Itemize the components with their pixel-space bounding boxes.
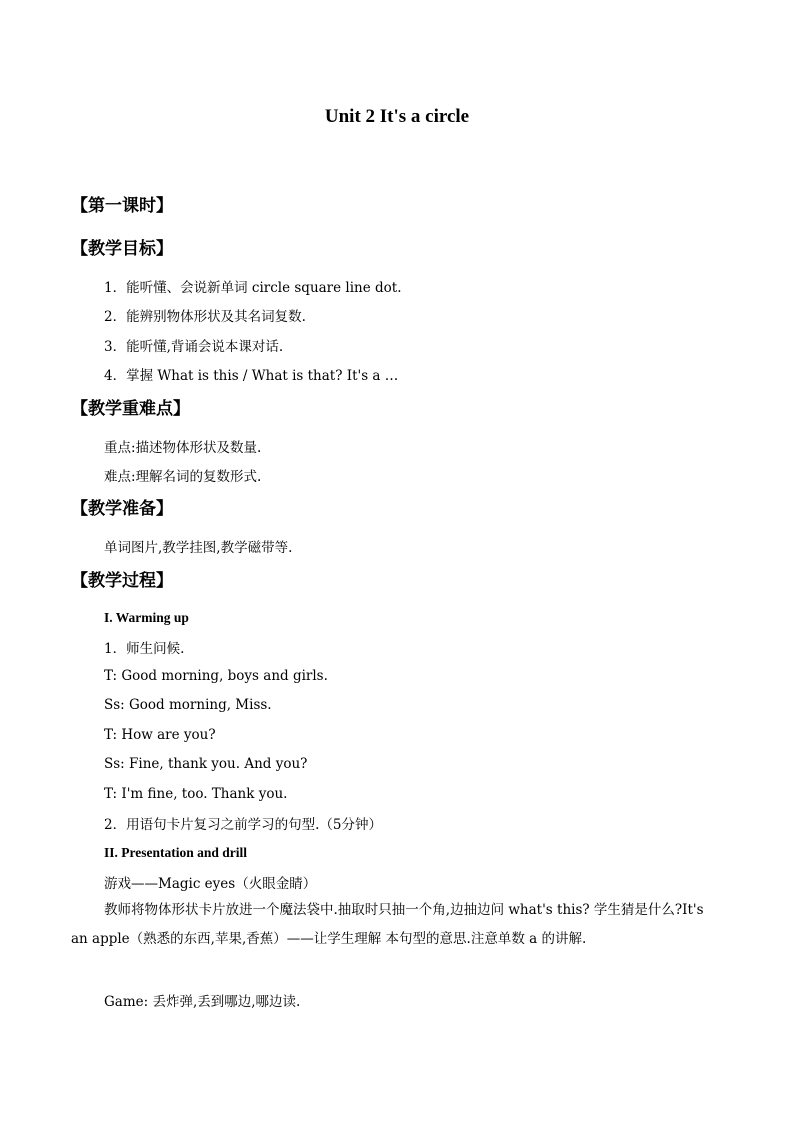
dialogue-line-4: Ss: Fine, thank you. And you? <box>104 756 308 772</box>
heading-process: 【教学过程】 <box>71 571 173 591</box>
subheading-presentation: II. Presentation and drill <box>104 845 248 860</box>
subheading-warming-up: I. Warming up <box>104 610 189 625</box>
heading-key-points: 【教学重难点】 <box>71 399 190 419</box>
presentation-paragraph: 教师将物体形状卡片放进一个魔法袋中.抽取时只抽一个角,边抽边问 what's this? 学生猜是什么?It's an apple（熟悉的东西,苹果,香蕉）——让学生理解 本句型的意思.注意单数 a 的讲解. <box>71 902 704 947</box>
dialogue-line-2: Ss: Good morning, Miss. <box>104 697 272 713</box>
dialogue-line-3: T: How are you? <box>104 727 216 743</box>
preparation-text: 单词图片,教学挂图,教学磁带等. <box>104 540 293 556</box>
objective-item-4: 4．掌握 What is this / What is that? It's a … <box>104 368 399 384</box>
dialogue-line-1: T: Good morning, boys and girls. <box>104 668 328 684</box>
warming-up-step-2: 2．用语句卡片复习之前学习的句型.（5分钟） <box>104 817 382 833</box>
heading-lesson: 【第一课时】 <box>71 196 173 216</box>
presentation-game-2: Game: 丢炸弹,丢到哪边,哪边读. <box>104 994 301 1010</box>
heading-preparation: 【教学准备】 <box>71 499 173 519</box>
heading-objectives: 【教学目标】 <box>71 239 173 259</box>
objective-item-2: 2．能辨别物体形状及其名词复数. <box>104 309 306 325</box>
objective-item-3: 3．能听懂,背诵会说本课对话. <box>104 339 284 355</box>
objective-item-1: 1．能听懂、会说新单词 circle square line dot. <box>104 280 402 296</box>
key-point-item-2: 难点:理解名词的复数形式. <box>104 469 262 485</box>
warming-up-step-1: 1．师生问候. <box>104 641 185 657</box>
presentation-game-1: 游戏——Magic eyes（火眼金睛） <box>104 876 317 892</box>
document-title: Unit 2 It's a circle <box>324 106 470 127</box>
dialogue-line-5: T: I'm fine, too. Thank you. <box>104 786 288 802</box>
key-point-item-1: 重点:描述物体形状及数量. <box>104 440 262 456</box>
